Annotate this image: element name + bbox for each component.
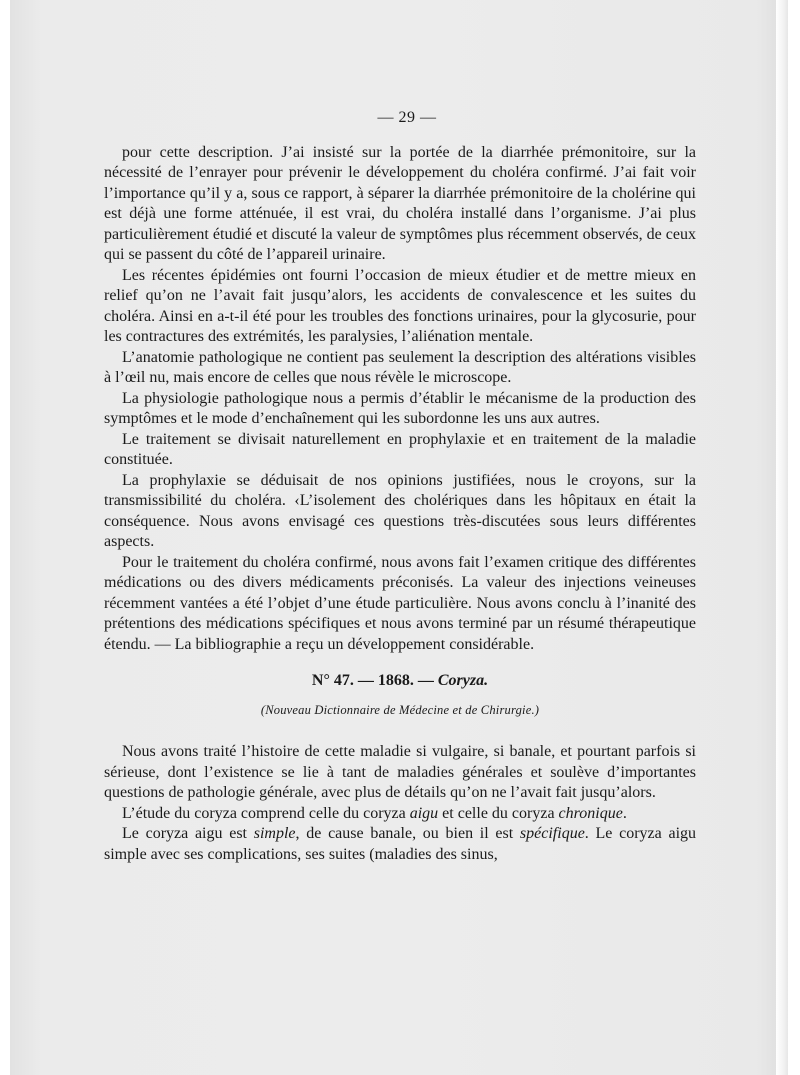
scanned-page	[10, 0, 788, 1075]
paragraph: L’étude du coryza comprend celle du coryza aigu et celle du coryza chronique.	[122, 804, 627, 822]
page-text	[104, 108, 696, 865]
emphasis-chronique: chronique	[558, 804, 623, 822]
paragraph: pour cette description. J’ai insisté sur la portée de la diarrhée prémonitoire, sur la nécessité de l’enrayer pour prévenir le développement du choléra confirmé. J’ai fait voir l’importance qu’il y a, sous ce rapport, à séparer la diarrhée prémonitoire de la cholérine qui est déjà une forme atténuée, il est vrai, du choléra installé dans l’organisme. J’ai plus particulièrement étudié et discuté la valeur de symptômes plus récemment observés, de ceux qui se passent du côté de l’appareil urinaire.	[104, 143, 696, 263]
paragraph: Nous avons traité l’histoire de cette maladie si vulgaire, si banale, et pourtant parfois si sérieuse, dont l’existence se lie à tant de maladies générales et soulève d’importantes questions de pathologie générale, avec plus de détails qu’on ne l’avait fait jusqu’alors.	[104, 743, 696, 801]
paragraph: Les récentes épidémies ont fourni l’occasion de mieux étudier et de mettre mieux en relief qu’on ne l’avait fait jusqu’alors, les accidents de convalescence et les suites du choléra. Ainsi en a-t-il été pour les troubles des fonctions urinaires, pour la glycosurie, pour les contractures des extrémités, les paralysies, l’aliénation mentale.	[104, 266, 696, 345]
entry-subject: Coryza.	[437, 672, 489, 689]
entry-title	[104, 671, 696, 692]
page-edge	[776, 0, 788, 1075]
paragraph: L’anatomie pathologique ne contient pas seulement la description des altérations visibles à l’œil nu, mais encore de celles que nous révèle le microscope.	[104, 348, 696, 386]
paragraph: Pour le traitement du choléra confirmé, nous avons fait l’examen critique des différentes médications ou des divers médicaments préconisés. La valeur des injections veineuses récemment vantées a été l’objet d’une étude particulière. Nous avons conclu à l’inanité des prétentions des médications spécifiques et nous avons terminé par un résumé thérapeutique étendu. — La bibliographie a reçu un développement considérable.	[104, 553, 696, 653]
entry-number: N° 47. — 1868. —	[311, 672, 434, 689]
paragraph: La prophylaxie se déduisait de nos opinions justifiées, nous le croyons, sur la transmissibilité du choléra. ‹L’isolement des cholériques dans les hôpitaux en était la conséquence. Nous avons envisagé ces questions très-discutées sous leurs différentes aspects.	[104, 471, 696, 550]
paragraph: Le coryza aigu est simple, de cause banale, ou bien il est spécifique. Le coryza aigu simple avec ses complications, ses suites (maladies des sinus,	[104, 825, 697, 863]
paragraph: La physiologie pathologique nous a permis d’établir le mécanisme de la production des symptômes et le mode d’enchaînement qui les subordonne les uns aux autres.	[104, 389, 696, 427]
emphasis-aigu: aigu	[409, 804, 439, 822]
paragraph: Le traitement se divisait naturellement en prophylaxie et en traitement de la maladie constituée.	[104, 430, 696, 468]
emphasis-specifique: spécifique	[519, 825, 585, 842]
entry-source: (Nouveau Dictionnaire de Médecine et de Chirurgie.)	[260, 702, 540, 717]
emphasis-simple: simple	[253, 825, 296, 842]
page-number: — 29 —	[377, 109, 437, 126]
